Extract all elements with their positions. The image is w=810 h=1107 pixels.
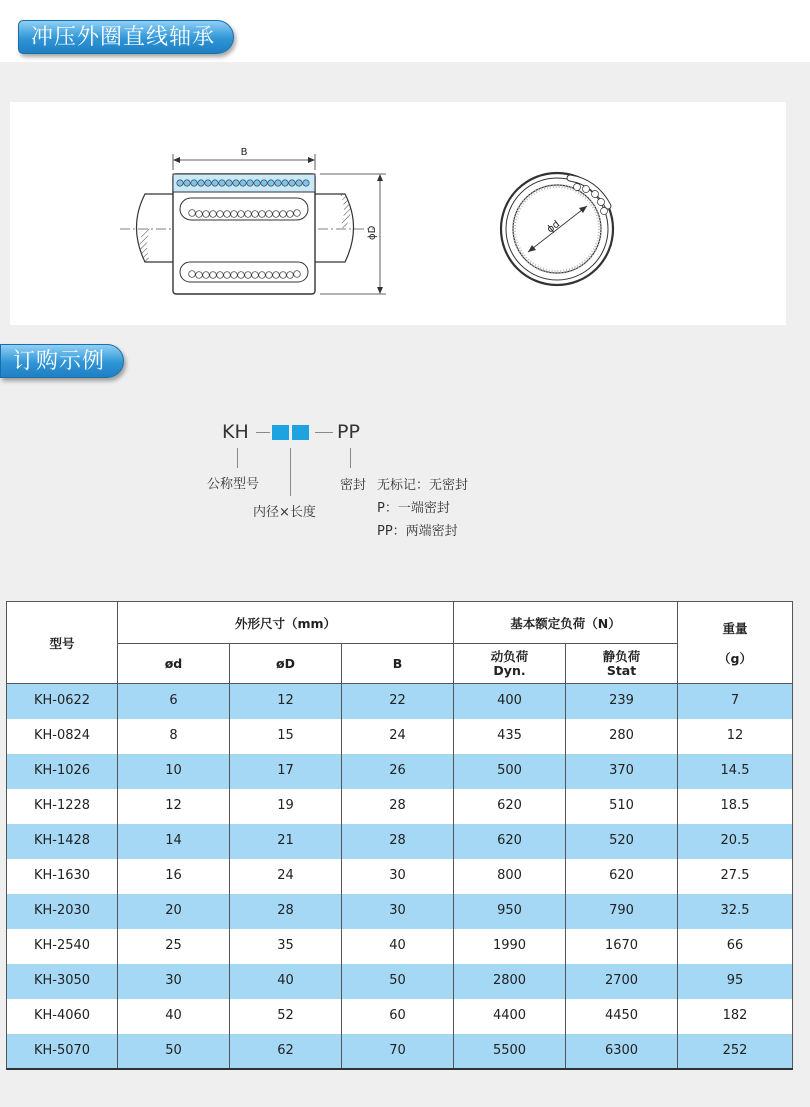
cell-static-load: 1670 (566, 929, 678, 964)
cell-length-b: 26 (342, 754, 454, 789)
cell-static-load: 510 (566, 789, 678, 824)
header-dynamic-cn: 动负荷 (490, 648, 529, 664)
table-row (7, 999, 793, 1034)
leader-seal (350, 448, 351, 468)
cell-length-b: 28 (342, 789, 454, 824)
header-static-en: Stat (606, 662, 637, 678)
cell-weight: 20.5 (678, 824, 793, 859)
dash-1 (256, 432, 270, 433)
table-row (7, 964, 793, 999)
cell-dynamic-load: 950 (454, 894, 566, 929)
cell-length-b: 30 (342, 859, 454, 894)
header-static-cn: 静负荷 (602, 648, 641, 664)
table-row (7, 754, 793, 789)
cell-outer-d: 35 (230, 929, 342, 964)
cell-model: KH-5070 (7, 1034, 118, 1069)
cell-static-load: 370 (566, 754, 678, 789)
cell-outer-d: 52 (230, 999, 342, 1034)
cell-length-b: 24 (342, 719, 454, 754)
label-outer-d: ϕD (367, 225, 378, 240)
cell-inner-d: 50 (118, 1034, 230, 1069)
cell-length-b: 22 (342, 684, 454, 719)
header-inner-d: ød (118, 644, 230, 684)
header-dimensions: 外形尺寸（mm） (118, 602, 454, 644)
cell-model: KH-0622 (7, 684, 118, 719)
size-box-1 (272, 425, 289, 440)
header-length-b: B (342, 644, 454, 684)
label-inner-d: ϕd (545, 218, 563, 236)
cell-dynamic-load: 4400 (454, 999, 566, 1034)
cell-dynamic-load: 800 (454, 859, 566, 894)
order-example (0, 410, 810, 560)
order-size-desc: 内径×长度 (253, 505, 316, 520)
header-model: 型号 (7, 602, 118, 684)
size-box-2 (292, 425, 309, 440)
dash-2 (315, 432, 333, 433)
spec-table (6, 601, 793, 1070)
cell-model: KH-3050 (7, 964, 118, 999)
table-row (7, 824, 793, 859)
order-suffix: PP (337, 421, 360, 443)
table-row (7, 894, 793, 929)
cell-weight: 95 (678, 964, 793, 999)
cell-outer-d: 62 (230, 1034, 342, 1069)
order-prefix: KH (222, 421, 249, 443)
cell-dynamic-load: 2800 (454, 964, 566, 999)
cell-dynamic-load: 5500 (454, 1034, 566, 1069)
table-row (7, 859, 793, 894)
cell-model: KH-1026 (7, 754, 118, 789)
cell-outer-d: 15 (230, 719, 342, 754)
cell-inner-d: 40 (118, 999, 230, 1034)
cell-length-b: 40 (342, 929, 454, 964)
cell-dynamic-load: 435 (454, 719, 566, 754)
table-row (7, 684, 793, 719)
cell-dynamic-load: 620 (454, 789, 566, 824)
cell-static-load: 620 (566, 859, 678, 894)
cell-length-b: 28 (342, 824, 454, 859)
cell-inner-d: 10 (118, 754, 230, 789)
cell-weight: 27.5 (678, 859, 793, 894)
table-row (7, 789, 793, 824)
cell-length-b: 30 (342, 894, 454, 929)
header-weight-unit: （g） (718, 650, 752, 666)
bearing-drawing (10, 102, 786, 325)
bearing-end-view (501, 173, 613, 285)
cell-model: KH-4060 (7, 999, 118, 1034)
table-row (7, 719, 793, 754)
cell-weight: 252 (678, 1034, 793, 1069)
cell-model: KH-2540 (7, 929, 118, 964)
cell-static-load: 239 (566, 684, 678, 719)
header-dynamic-en: Dyn. (493, 662, 526, 678)
section-title-product: 冲压外圈直线轴承 (18, 20, 234, 54)
cell-length-b: 50 (342, 964, 454, 999)
header-outer-d: øD (230, 644, 342, 684)
cell-inner-d: 6 (118, 684, 230, 719)
header-dynamic-load (454, 644, 566, 684)
header-weight (678, 602, 793, 684)
table-row (7, 1034, 793, 1069)
cell-length-b: 70 (342, 1034, 454, 1069)
cell-dynamic-load: 400 (454, 684, 566, 719)
cell-dynamic-load: 1990 (454, 929, 566, 964)
seal-option: PP：两端密封 (377, 524, 458, 539)
cell-outer-d: 19 (230, 789, 342, 824)
cell-inner-d: 20 (118, 894, 230, 929)
cell-inner-d: 8 (118, 719, 230, 754)
section-title-order: 订购示例 (0, 344, 124, 378)
leader-model (237, 448, 238, 468)
cell-model: KH-1228 (7, 789, 118, 824)
cell-outer-d: 24 (230, 859, 342, 894)
cell-inner-d: 14 (118, 824, 230, 859)
cell-static-load: 790 (566, 894, 678, 929)
cell-length-b: 60 (342, 999, 454, 1034)
header-load-rating: 基本额定负荷（N） (454, 602, 678, 644)
label-b: B (240, 147, 248, 158)
cell-model: KH-2030 (7, 894, 118, 929)
cell-model: KH-0824 (7, 719, 118, 754)
cell-weight: 18.5 (678, 789, 793, 824)
cell-outer-d: 12 (230, 684, 342, 719)
cell-weight: 66 (678, 929, 793, 964)
cell-static-load: 2700 (566, 964, 678, 999)
bearing-diagram-panel (10, 102, 786, 325)
spec-table-body (7, 684, 793, 1069)
cell-inner-d: 12 (118, 789, 230, 824)
leader-size (290, 448, 291, 496)
seal-option: 无标记：无密封 (377, 478, 469, 493)
cell-weight: 14.5 (678, 754, 793, 789)
bearing-body (173, 174, 315, 294)
cell-model: KH-1630 (7, 859, 118, 894)
cell-model: KH-1428 (7, 824, 118, 859)
header-static-load (566, 644, 678, 684)
table-row (7, 929, 793, 964)
cell-inner-d: 16 (118, 859, 230, 894)
cell-weight: 12 (678, 719, 793, 754)
cell-dynamic-load: 620 (454, 824, 566, 859)
cell-inner-d: 30 (118, 964, 230, 999)
order-model-name: 公称型号 (207, 477, 260, 492)
order-seal-label: 密封 (340, 478, 367, 493)
seal-option: P：一端密封 (377, 501, 450, 516)
cell-static-load: 520 (566, 824, 678, 859)
cell-weight: 32.5 (678, 894, 793, 929)
cell-outer-d: 21 (230, 824, 342, 859)
dimension-b (173, 147, 315, 170)
cell-static-load: 4450 (566, 999, 678, 1034)
header-weight-label: 重量 (722, 620, 748, 636)
cell-inner-d: 25 (118, 929, 230, 964)
cell-outer-d: 17 (230, 754, 342, 789)
cell-weight: 7 (678, 684, 793, 719)
cell-weight: 182 (678, 999, 793, 1034)
cell-dynamic-load: 500 (454, 754, 566, 789)
cell-static-load: 6300 (566, 1034, 678, 1069)
cell-outer-d: 40 (230, 964, 342, 999)
cell-static-load: 280 (566, 719, 678, 754)
cell-outer-d: 28 (230, 894, 342, 929)
